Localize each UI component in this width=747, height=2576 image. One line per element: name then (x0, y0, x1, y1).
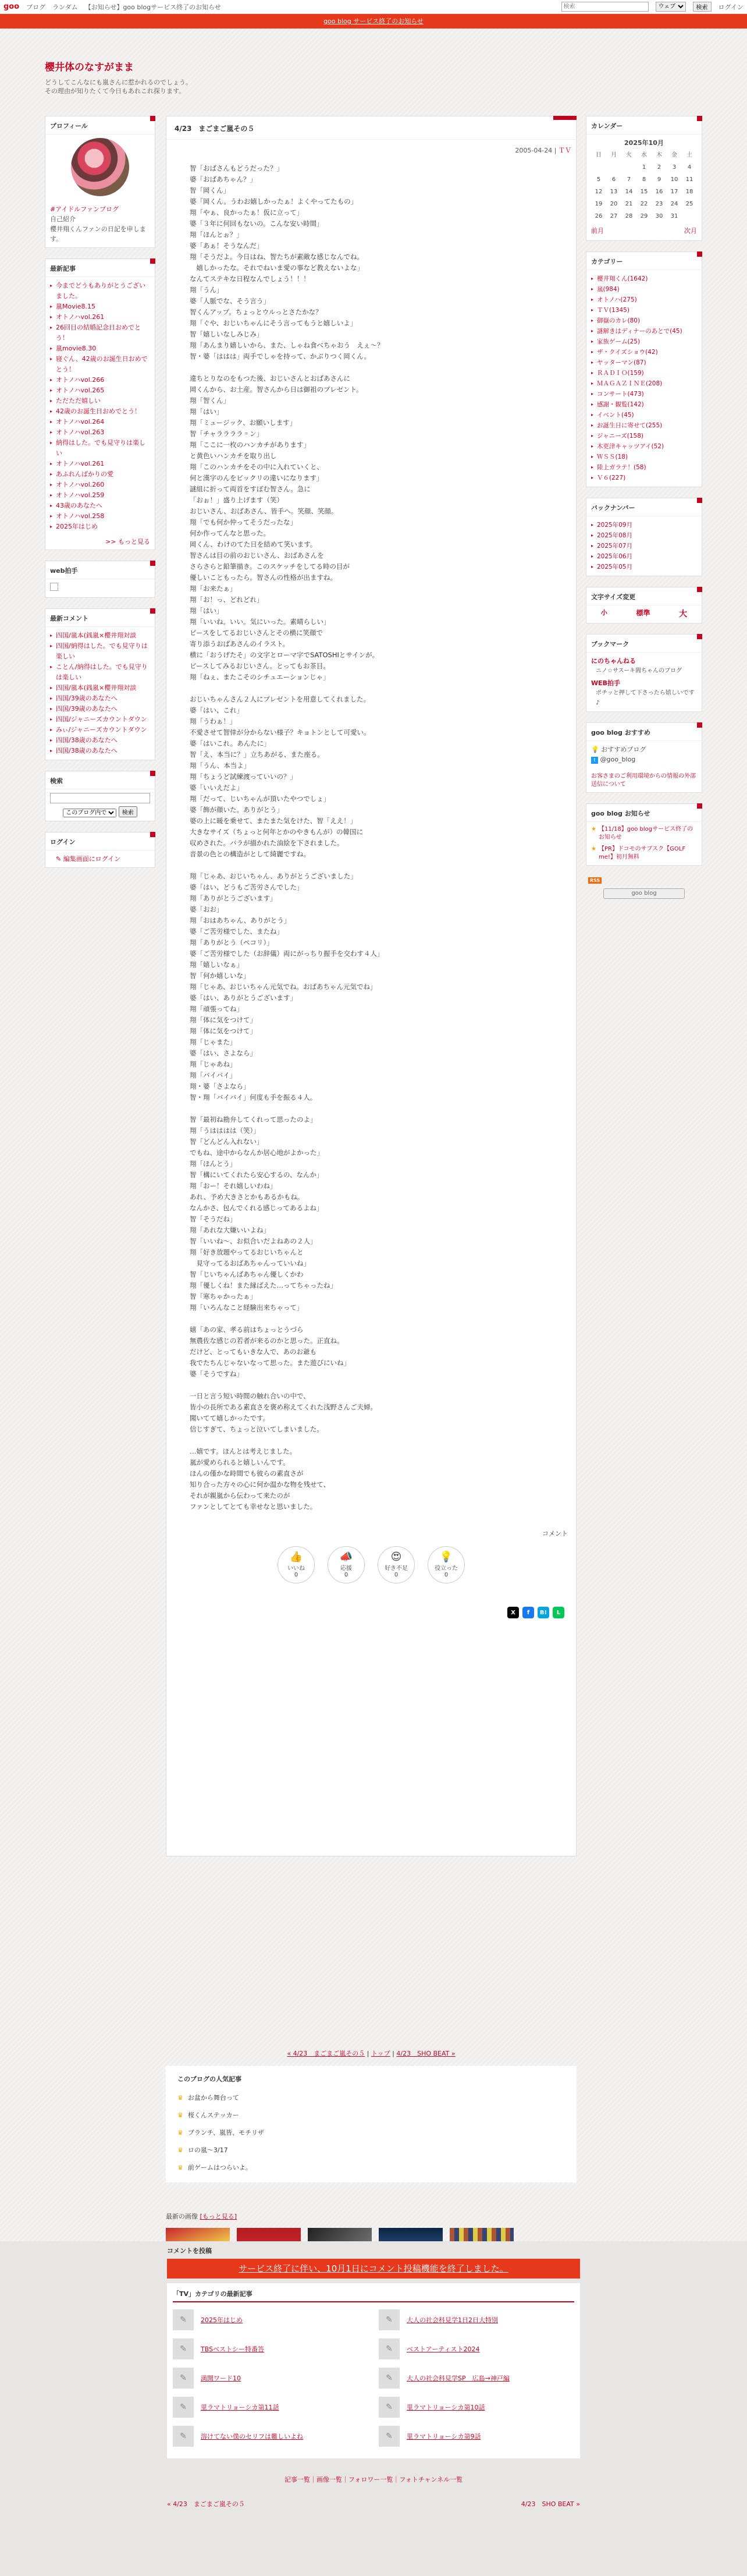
calendar-day: 20 (610, 201, 618, 207)
recent-post-item[interactable]: ▸ 42歳のお誕生日おめでとう！ (50, 406, 150, 417)
article-thumbnail-icon: ✎ (173, 2426, 194, 2447)
calendar-day: 31 (670, 213, 678, 219)
recent-post-item[interactable]: ▸ 納得はした。でも見守りは楽しい (50, 438, 150, 459)
recent-post-item[interactable]: ▸ オトノハvol.265 (50, 385, 150, 396)
blog-description-line1: どうしてこんなにも嵐さんに惹かれるのでしょう。 (45, 79, 192, 86)
goo-news-title: goo blog お知らせ (586, 804, 702, 822)
category-recent-grid (173, 2309, 574, 2447)
thumbs-up-icon: 👍 (289, 1551, 303, 1563)
bookmark-desc: ニノ☆サスーキ閻ちゃんのブログ (596, 668, 682, 674)
profile-name[interactable]: #アイドルファンブログ (50, 205, 119, 213)
calendar-day: 6 (611, 176, 616, 183)
popular-post-item[interactable] (177, 2159, 565, 2177)
footer-next-link[interactable]: 4/23 SHO BEAT » (521, 2500, 580, 2508)
pager-prev-link[interactable]: « 4/23 まごまご嵐その５ (287, 2050, 365, 2057)
popular-posts-list (177, 2089, 565, 2177)
line-share-icon[interactable]: L (553, 1607, 564, 1618)
blog-search-body (45, 789, 155, 821)
blog-post (166, 116, 577, 1856)
reaction-useful-label: 役立った (435, 1565, 458, 1572)
category-item[interactable]: ▸ 謎解きはディナーのあとで(45) (591, 326, 697, 336)
popular-post-item[interactable] (177, 2107, 565, 2124)
recent-post-item[interactable]: ▸ 嵐Movie8.15 (50, 302, 150, 312)
recent-post-item[interactable]: ▸ オトノハvol.258 (50, 511, 150, 522)
weekday: 金 (671, 152, 677, 158)
category-recent-item[interactable] (173, 2309, 368, 2330)
goo-blog-badge[interactable]: goo blog (603, 888, 685, 899)
category-item[interactable]: ▸ ＭＡＧＡＺＩＮＥ(208) (591, 378, 697, 389)
comment-closed-bar (167, 2259, 580, 2279)
post-title[interactable]: 4/23 まごまご嵐その５ (166, 116, 576, 140)
blog-search-title: 検索 (45, 771, 155, 789)
recent-post-item[interactable]: ▸ オトノハvol.264 (50, 417, 150, 427)
osusume-item[interactable] (591, 745, 697, 754)
blog-title[interactable]: 櫻井体のなすがまま (45, 62, 134, 73)
profile-box (45, 116, 155, 248)
calendar-day: 18 (685, 189, 693, 195)
right-sidebar (586, 116, 702, 899)
recent-comments-list (45, 627, 155, 760)
blog-search-scope[interactable] (63, 809, 116, 817)
backnumber-item[interactable]: ▸ 2025年08月 (591, 530, 697, 541)
recent-comment-item[interactable]: ▸ 四国/38歳のあなたへ (50, 735, 150, 746)
weekday: 水 (641, 152, 647, 158)
webclap-box (45, 561, 155, 598)
font-small-button[interactable]: 小 (600, 609, 607, 616)
article-thumbnail-icon: ✎ (173, 2368, 194, 2389)
popular-post-label[interactable]: お盆から舞台って (187, 2094, 239, 2102)
calendar-day: 4 (687, 164, 692, 171)
goo-news-box (586, 803, 702, 866)
bookmark-link[interactable]: にのちゃんねる (591, 657, 636, 665)
category-recent-title: 「TV」カテゴリの最新記事 (173, 2289, 574, 2302)
recent-posts-title: 最新記事 (45, 259, 155, 277)
backnumber-item[interactable]: ▸ 2025年07月 (591, 541, 697, 551)
calendar-day (591, 161, 606, 173)
calendar-day: 29 (640, 213, 648, 219)
blog-search-box (45, 771, 155, 821)
calendar-day: 2 (657, 164, 661, 171)
category-item[interactable]: ▸ お誕生日に寄せて(255) (591, 420, 697, 431)
reaction-useful-count: 0 (444, 1572, 449, 1578)
weekday: 木 (656, 152, 662, 158)
recent-comment-item[interactable]: ▸ 四国/納得はした。でも見守りは楽しい (50, 641, 150, 662)
calendar-day: 28 (625, 213, 633, 219)
article-thumbnail-icon: ✎ (173, 2309, 194, 2330)
external-transmission-link[interactable]: お客さまのご利用環境からの情報の外部送信について (591, 773, 696, 788)
recent-comment-item[interactable]: ▸ 四国/39歳のあなたへ (50, 704, 150, 714)
calendar-day: 7 (627, 176, 631, 183)
crown-icon: ♛ (177, 2146, 183, 2154)
category-recent-item[interactable] (173, 2338, 368, 2359)
blog-search-input[interactable] (50, 793, 150, 803)
backnumber-item[interactable]: ▸ 2025年05月 (591, 562, 697, 572)
recent-comment-item[interactable]: ▸ 四国/嵐本(銭嵐×櫻井翔対談 (50, 683, 150, 693)
comment-closed-notice[interactable]: サービス終了に伴い、10月1日にコメント投稿機能を終了しました。 (239, 2263, 508, 2274)
crown-icon: ♛ (177, 2094, 183, 2102)
news-label[interactable]: 【PR】ドコモのサブスク【GOLF me!】初月無料 (598, 846, 686, 860)
category-item[interactable]: ▸ 陸上ガラテ！(58) (591, 462, 697, 473)
webclap-body (45, 579, 155, 597)
calendar-next-month[interactable]: 次月 (684, 227, 697, 235)
recent-comments-box (45, 608, 155, 760)
reaction-love-label: 好き不足 (385, 1565, 408, 1572)
category-recent-item[interactable] (379, 2397, 574, 2418)
recent-post-item[interactable]: ▸ 今までどうもありがとうございました。 (50, 281, 150, 302)
category-recent-label[interactable]: 2025年はじめ (201, 2316, 243, 2324)
x-share-icon[interactable]: X (507, 1607, 519, 1618)
category-recent-item[interactable] (173, 2368, 368, 2389)
bookmark-title: ブックマーク (586, 635, 702, 653)
category-recent-label[interactable]: 里ラマトリョーシカ第9話 (407, 2433, 481, 2440)
topbar-link-random[interactable]: ランダム (52, 3, 78, 11)
weekday: 日 (596, 152, 602, 158)
popular-post-item[interactable] (177, 2124, 565, 2142)
article-thumbnail-icon: ✎ (173, 2338, 194, 2359)
footer-section (0, 2241, 747, 2576)
category-item[interactable]: ▸ 木更津キャッツアイ(52) (591, 441, 697, 452)
goo-osusume-title: goo blog おすすめ (586, 723, 702, 741)
news-label[interactable]: 【11/18】goo blogサービス終了のお知らせ (598, 826, 693, 841)
popular-posts-title: このブログの人気記事 (177, 2075, 241, 2083)
calendar-day: 12 (595, 189, 603, 195)
recent-comment-item[interactable]: ▸ ことん/納得はした。でも見守りは楽しい (50, 662, 150, 683)
recent-images-more-link[interactable]: [もっと見る] (200, 2213, 237, 2220)
star-icon: ★ (591, 826, 596, 832)
recent-images-header (166, 2212, 577, 2221)
post-body: 智「おばさんもどうだった？」 婆「おばあちゃん？」 智「岡くん」 婆「岡くん。うわお嬉しかったぁ！よくやってたもの」 翔「やぁ、良かったぁ！仮に立って」 婆「３年に何回もないの。こんな安い時間」 翔「ほんとぉ？」 婆「あぁ！そうなんだ」 翔「そうだよ。今日はね、智たちが素敵な感じなんでね。 嬉しかったな。それでねいま愛の事など教えないよな」 なんてステキな日程なんでしょう！！！ 翔「うん」 婆「人脈でな、そう言う」 智くんアップ。ちょっとウルっとさたかな？ 翔「ぐや、おじいちゃんにそう言ってもうと嬉しいよ」 智「嬉しいなしみじみ」 翔「あんまり嬉しいから、また、しゃね食べちゃおう えぇ～？ 智・婆「ははは」両手でしゃを持って、かぶりつく岡くん。 違ちとりなのをもつた後、おじいさんとおばあさんに 岡くんから、お土産。智さんから日は御祖のプレゼント。 翔「智くん」 翔「はい」 翔「ミュージック、お願いします」 智「チャララララ゠ン」 翔「ここに一枚のハンカチがあります」 と黄色いハンカチを取り出し 翔「このハンカチをその中に入れていくと、 何と漢字のんをビックリの違いになります」 謎組に折って両首をすぼむ智さん。急に 「おぉ！」盛り上げます（笑） おじいさん、おばあさん、皆手へ。笑顔、笑顔。 翔「でも何か仲ってそうだったな」 何か作ってんなと思った。 岡くん、わけのてた日を結めて笑います。 智さんは目の前のおじいさん、おばあさんを さらさらと鉛筆描き。このスケッチをしてる時の目が 優しいこともったら。智さんの性格が出ますね。 翔「お来たぁ」 翔「お！っ、どれどれ」 翔「はい」 翔「いいね。いい。気にいった。素晴らしい」 ピースをしてるおじいさんとその横に笑顔で 寄り添うおばあさんのイラスト。 横に「おうげたそ」の文字とローマ字でSATOSHIとサインが。 ピースしてみるおじいさん。とってもお茶目。 翔「ねぇ、またこそのシチュエーションじゃ」 おじいちゃんさん２人にプレゼントを用意してくれました。 婆「はい、これ」 翔「うわぁ！」 不愛させて智倖が分からない様子？キョトンとして可愛い。 婆「はいこれ。あんたに」 智「え、本当に？」立ちあがる、また座る。 翔「うん、本当よ」 翔「ちょうど試練渡っていいの？」 婆「いいえだよ」 翔「だって、じいちゃんが頂いたやつでしょ」 婆「飾が顔いた。ありがとう」 婆の上に暖を乗せて、またまた気をけた、智「ええ！」 大きなサイズ（ちょっと何年とかのやきもんが）の韓国に 収めされた。バラが描かれた油絵を下されました。 音景の色との構造がとして綺麗ですね。 翔「じゃあ、おじいちゃん、ありがとうございました」 婆「はい、どうもご苦労さんでした」 翔「ありがとうございます」 婆「おお」 翔「おはあちゃん、ありがとう」 婆「ご苦労様でした、またね」 翔「ありがとう（ペコリ）」 婆「ご苦労様でした（お辞儀）両にがっちり握手を交わす４人」 翔「嬉しいなぁ」 智「何か嬉しいな」 翔「じゃあ、おじいちゃん元気でね。おばあちゃん元気でね」 婆「はい、ありがとうございます」 翔「頑張ってね」 翔「体に気をつけて」 翔「体に気をつけて」 翔「じゃまた」 婆「はい、さよなら」 翔「じゃあね」 翔「バイバイ」 翔・婆「さよなら」 智・翔「バイバイ」何度も手を振る４人。 智「最初ね勘弁してくれって思ったのよ」 翔「うはははは（笑）」 智「どんどん入れない」 でもね、途中からなんか居心地がよかった」 翔「ほんとう」 智「構にいてくれたら安心するの、なんか」 翔「おー！それ嬉しいわね」 あれ、予め大きさとかもあるかもね。 なんかさ、包んでくれる感じってあるよね」 智「そうだね」 翔「あれな大嫌いいよね」 智「いいね～、お似合いだよねあの２人」 翔「好き放題やってるおじいちゃんと 見守ってるおばあちゃんっていいね」 智「じいちゃんばあちゃん優しくかわ 翔「優しくね！また縁ばえた…ってちゃったね」 智「寒ちゃかったぁ」 翔「いろんなこと経験出来ちゃって」 嬉「あの家、孝る前はちょっとうづら 無農佐な感じの若者が来るのかと思った。正直ね。 だけど、とってもいきな人で、あのお爺も 我でたちんじゃないなって思った。また遊びにいね」 婆「そうですね」 一日と言う短い時間の触れ合いの中で、 皆小の長所である素直さを褒め称えてくれた浅野さんご夫婦。 聞いてて嬉しかったです。 信じすぎて、ちょっと泣いてしまいました。 …嬉です。ほんとは考えじました。 嵐が愛められると嬉しいんです。 ほんの僅かな時間でも彼らの素直さが 知り合った方々の心に何か温かな物を残せて、 それが親嵐から伝わって来たのが ファンとしてとても幸せなと思いました。 (190, 164, 384, 1511)
calendar-day: 13 (610, 189, 618, 195)
recent-post-item[interactable]: ▸ オトノハvol.259 (50, 490, 150, 501)
backnumber-item[interactable]: ▸ 2025年09月 (591, 520, 697, 530)
topbar-login-link[interactable]: ログイン (718, 3, 744, 11)
osusume-label[interactable]: @goo_blog (600, 756, 636, 763)
footer-prev-link[interactable]: « 4/23 まごまご嵐その５ (167, 2500, 245, 2508)
calendar-title: カレンダー (586, 116, 702, 134)
article-thumbnail-icon: ✎ (379, 2309, 400, 2330)
login-box (45, 832, 155, 868)
calendar-day: 30 (655, 213, 663, 219)
profile-intro-label: 自己紹介 (50, 215, 76, 223)
calendar-week-row (591, 186, 697, 198)
reaction-like-count: 0 (294, 1572, 298, 1578)
login-body (45, 851, 155, 867)
category-item[interactable]: ▸ 御嶽のカレ(80) (591, 316, 697, 326)
recent-posts-box (45, 258, 155, 550)
comment-post-title: コメントを投稿 (167, 2247, 212, 2255)
calendar-week-row (591, 210, 697, 222)
category-recent-item[interactable] (379, 2309, 574, 2330)
popular-post-label[interactable]: 桜くんステッカー (187, 2111, 239, 2119)
reaction-useful-button[interactable] (428, 1546, 465, 1583)
calendar-day: 27 (610, 213, 618, 219)
osusume-label[interactable]: おすすめブログ (601, 746, 646, 753)
recent-post-item[interactable]: ▸ 嵐movie8.30 (50, 343, 150, 354)
calendar-table (591, 149, 697, 222)
calendar-day: 14 (625, 189, 633, 195)
recent-post-item[interactable]: ▸ ただただ嬉しい (50, 396, 150, 406)
recent-posts-more-link[interactable]: >> もっと見る (105, 538, 150, 545)
recent-comment-item[interactable]: ▸ 四国/嵐本(銭嵐×櫻井翔対談 (50, 630, 150, 641)
topbar-search-scope[interactable] (656, 2, 686, 12)
profile-intro: 櫻井翔くんファンの日記を申します。 (50, 225, 146, 243)
rss-area (586, 876, 702, 899)
left-sidebar (45, 116, 155, 878)
reaction-cheer-count: 0 (344, 1572, 348, 1578)
popular-post-label[interactable]: ブランチ、嵐皆、モチリザ (187, 2129, 264, 2136)
recent-post-item[interactable]: ▸ 26回目の結婚記念日おめでとう！ (50, 323, 150, 343)
facebook-share-icon[interactable]: f (522, 1607, 534, 1618)
popular-post-label[interactable]: 前ゲームはつらいよ。 (187, 2164, 252, 2171)
recent-post-item[interactable]: ▸ オトノハvol.263 (50, 427, 150, 438)
blog-search-button[interactable]: 検索 (119, 806, 137, 817)
blog-description (45, 78, 702, 95)
rss-icon[interactable]: RSS (588, 877, 602, 884)
category-recent-label[interactable]: 大人の社会科見学1日2日大特別 (407, 2316, 498, 2324)
login-edit-link[interactable]: 編集画面にログイン (63, 855, 121, 863)
lightbulb-icon: 💡 (439, 1551, 453, 1563)
post-date: 2005-04-24 (515, 147, 553, 154)
category-item[interactable]: ▸ オトノハ(275) (591, 295, 697, 305)
blog-description-line2: その理由が知りたくて今日もあれこれ探ります。 (45, 87, 186, 95)
pager-next-link[interactable]: 4/23 SHO BEAT » (396, 2050, 456, 2057)
category-item[interactable]: ▸ ヤッターマン(87) (591, 357, 697, 368)
post-pager: « 4/23 まごまご嵐その５ | トップ | 4/23 SHO BEAT » (287, 2050, 456, 2057)
crown-icon: ♛ (177, 2111, 183, 2119)
recent-post-item[interactable]: ▸ オトノハvol.260 (50, 480, 150, 490)
osusume-item[interactable] (591, 754, 697, 764)
hatena-share-icon[interactable]: B! (538, 1607, 549, 1618)
post-comment-link (166, 1512, 576, 1538)
popular-post-item[interactable] (177, 2089, 565, 2107)
backnumber-list (586, 516, 702, 576)
calendar-prev-month[interactable]: 前月 (591, 227, 604, 235)
footer-links[interactable]: 記事一覧｜画像一覧｜フォロワー一覧｜フォトチャンネル一覧 (284, 2476, 463, 2483)
goo-logo[interactable]: goo (3, 2, 20, 11)
profile-avatar[interactable] (71, 138, 129, 196)
calendar-day: 23 (655, 201, 663, 207)
page-columns (45, 116, 702, 2220)
calendar-day: 16 (655, 189, 663, 195)
fontsize-box (586, 587, 702, 623)
category-item[interactable]: ▸ 嵐(984) (591, 284, 697, 295)
calendar-day: 5 (596, 176, 601, 183)
recent-images-title: 最新の画像 (166, 2213, 198, 2220)
post-comment-link-text[interactable]: コメント (542, 1530, 568, 1537)
calendar-day: 24 (670, 201, 678, 207)
recent-post-item[interactable]: ▸ 43歳のあなたへ (50, 501, 150, 511)
recent-comment-item[interactable]: ▸ 四国/39歳のあなたへ (50, 693, 150, 704)
reaction-love-button[interactable] (378, 1546, 415, 1583)
calendar-day: 11 (685, 176, 693, 183)
category-recent-item[interactable] (379, 2368, 574, 2389)
fontsize-title: 文字サイズ変更 (586, 587, 702, 605)
category-recent-item[interactable] (173, 2426, 368, 2447)
category-item[interactable]: ▸ Ｖ６(227) (591, 473, 697, 483)
category-recent-box (167, 2283, 580, 2458)
post-meta: 2005-04-24 | ＴＶ (515, 147, 571, 154)
calendar-body (586, 134, 702, 240)
category-recent-label[interactable]: 里ラマトリョーシカ第11話 (201, 2404, 279, 2411)
topbar-search-button[interactable]: 検索 (693, 2, 712, 12)
popular-post-item[interactable] (177, 2142, 565, 2159)
recent-post-item[interactable]: ▸ あふれんばかりの愛 (50, 469, 150, 480)
calendar-day: 15 (640, 189, 648, 195)
backnumber-item[interactable]: ▸ 2025年06月 (591, 551, 697, 562)
crown-icon: ♛ (177, 2129, 183, 2136)
calendar-day (682, 210, 697, 222)
bookmark-box (586, 634, 702, 712)
category-recent-item[interactable] (173, 2397, 368, 2418)
bookmark-body (586, 653, 702, 711)
blog-header (45, 29, 702, 116)
category-item[interactable]: ▸ コンサート(473) (591, 389, 697, 399)
topbar-search-input[interactable] (561, 2, 649, 12)
bookmark-desc-webclap: ポチッと押して下さったら嬉しいです♪ (596, 690, 695, 706)
reaction-cheer-label: 応援 (340, 1565, 352, 1572)
goo-osusume-body (586, 741, 702, 792)
service-end-notice-link[interactable]: goo blog サービス終了のお知らせ (323, 17, 424, 25)
calendar-day: 17 (670, 189, 678, 195)
recent-comment-item[interactable]: ▸ 四国/ジャニーズカウントダウン (50, 714, 150, 725)
main-content (166, 116, 577, 2220)
share-buttons (166, 1583, 576, 1618)
calendar-box (586, 116, 702, 241)
weekday: 火 (626, 152, 632, 158)
category-item[interactable]: ▸ 櫻井翔くん(1642) (591, 274, 697, 284)
post-category[interactable]: ＴＶ (559, 147, 571, 154)
recent-comment-item[interactable]: ▸ 四国/38歳のあなたへ (50, 746, 150, 756)
fontsize-buttons (586, 605, 702, 623)
category-recent-label[interactable]: ベストアーティスト2024 (407, 2345, 480, 2353)
news-item[interactable] (591, 845, 697, 862)
global-topbar (0, 0, 747, 14)
calendar-day: 25 (685, 201, 693, 207)
category-recent-item[interactable] (379, 2338, 574, 2359)
recent-comments-title: 最新コメント (45, 609, 155, 627)
goo-osusume-box (586, 722, 702, 793)
calendar-day: 1 (642, 164, 646, 171)
category-item[interactable]: ▸ ザ・クイズショウ(42) (591, 347, 697, 357)
category-item[interactable]: ▸ イベント(45) (591, 410, 697, 420)
backnumber-box (586, 498, 702, 576)
popular-posts-box (166, 2066, 577, 2182)
profile-title: プロフィール (45, 116, 155, 134)
calendar-day: 26 (595, 213, 603, 219)
backnumber-title: バックナンバー (586, 498, 702, 516)
calendar-day: 3 (672, 164, 677, 171)
reaction-like-label: いいね (287, 1565, 305, 1572)
bookmark-link-webclap[interactable]: WEB拍手 (591, 679, 621, 687)
calendar-week-row (591, 198, 697, 210)
calendar-day: 8 (642, 176, 646, 183)
calendar-day (621, 161, 636, 173)
article-thumbnail-icon: ✎ (379, 2368, 400, 2389)
calendar-day: 19 (595, 201, 603, 207)
recent-post-item[interactable]: ▸ 寝ぐん、42歳のお誕生日おめでとう！ (50, 354, 150, 375)
weekday: 土 (686, 152, 692, 158)
article-thumbnail-icon: ✎ (379, 2426, 400, 2447)
webclap-image-icon[interactable] (50, 583, 58, 591)
calendar-nav (591, 222, 697, 237)
topbar-link-blog[interactable]: ブログ (26, 3, 46, 11)
font-medium-button[interactable]: 標準 (636, 609, 650, 617)
twitter-icon: t (591, 757, 598, 764)
login-title: ログイン (45, 832, 155, 851)
profile-info (45, 201, 155, 247)
category-recent-label[interactable]: 大人の社会科見学SP 広島→神戸編 (407, 2375, 510, 2382)
calendar-day (606, 161, 621, 173)
calendar-month: 2025年10月 (624, 139, 664, 147)
topbar-link-notice[interactable]: 【お知らせ】goo blogサービス終了のお知らせ (84, 3, 221, 11)
calendar-weekday-row (591, 149, 697, 161)
recent-posts-list (45, 277, 155, 536)
reaction-cheer-button[interactable] (328, 1546, 365, 1583)
crown-icon: ♛ (177, 2164, 183, 2171)
article-thumbnail-icon: ✎ (379, 2338, 400, 2359)
reaction-buttons (166, 1546, 576, 1583)
article-thumbnail-icon: ✎ (173, 2397, 194, 2418)
pencil-icon: ✎ (56, 855, 62, 863)
article-thumbnail-icon: ✎ (379, 2397, 400, 2418)
reaction-love-count: 0 (394, 1572, 399, 1578)
recent-post-item[interactable]: ▸ 2025年はじめ (50, 522, 150, 532)
star-icon: ★ (591, 846, 596, 852)
category-recent-label[interactable]: 里ラマトリョーシカ第10話 (407, 2404, 485, 2411)
category-title: カテゴリー (586, 252, 702, 270)
reaction-like-button[interactable] (278, 1546, 315, 1583)
goo-news-body (586, 822, 702, 865)
category-item[interactable]: ▸ 感謝・観覧(142) (591, 399, 697, 410)
category-recent-label[interactable]: TBSベストシー特番答 (201, 2345, 265, 2353)
category-item[interactable]: ▸ ジャニーズ(158) (591, 431, 697, 441)
footer-nav (167, 2499, 580, 2508)
news-item[interactable] (591, 825, 697, 842)
blog-search-controls (50, 806, 150, 817)
footer-inner (167, 2241, 580, 2508)
category-list (586, 270, 702, 487)
recent-post-item[interactable]: ▸ オトノハvol.266 (50, 375, 150, 385)
webclap-title: web拍手 (45, 561, 155, 579)
calendar-week-row (591, 173, 697, 186)
category-recent-item[interactable] (379, 2426, 574, 2447)
recent-post-item[interactable]: ▸ オトノハvol.261 (50, 459, 150, 469)
popular-post-label[interactable]: ロの嵐～3/17 (187, 2146, 228, 2154)
heart-eyes-icon: 😍 (390, 1551, 402, 1563)
weekday: 月 (611, 152, 617, 158)
category-item[interactable]: ▸ ＴＶ(1345) (591, 305, 697, 316)
recent-comment-item[interactable]: ▸ みぃ/ジャニーズカウントダウン (50, 725, 150, 735)
category-box (586, 251, 702, 487)
calendar-week-row (591, 161, 697, 173)
calendar-day: 22 (640, 201, 648, 207)
category-item[interactable]: ▸ ＲＡＤＩＯ(159) (591, 368, 697, 378)
pager-top-link[interactable]: トップ (371, 2050, 390, 2057)
font-large-button[interactable]: 大 (679, 610, 688, 619)
calendar-day: 10 (670, 176, 678, 183)
category-recent-label[interactable]: 溶けてない僕のセリフは難しいよね (201, 2433, 303, 2440)
category-item[interactable]: ▸ 家族ゲーム(25) (591, 336, 697, 347)
category-recent-label[interactable]: 満開ワード10 (201, 2375, 241, 2382)
service-end-notice-bar (0, 14, 747, 29)
category-item[interactable]: ▸ ＷＳＳ(18) (591, 452, 697, 462)
lightbulb-icon: 💡 (591, 746, 599, 753)
calendar-day: 21 (625, 201, 633, 207)
calendar-day: 9 (657, 176, 661, 183)
recent-post-item[interactable]: ▸ オトノハvol.261 (50, 312, 150, 323)
megaphone-icon: 📣 (339, 1551, 353, 1563)
